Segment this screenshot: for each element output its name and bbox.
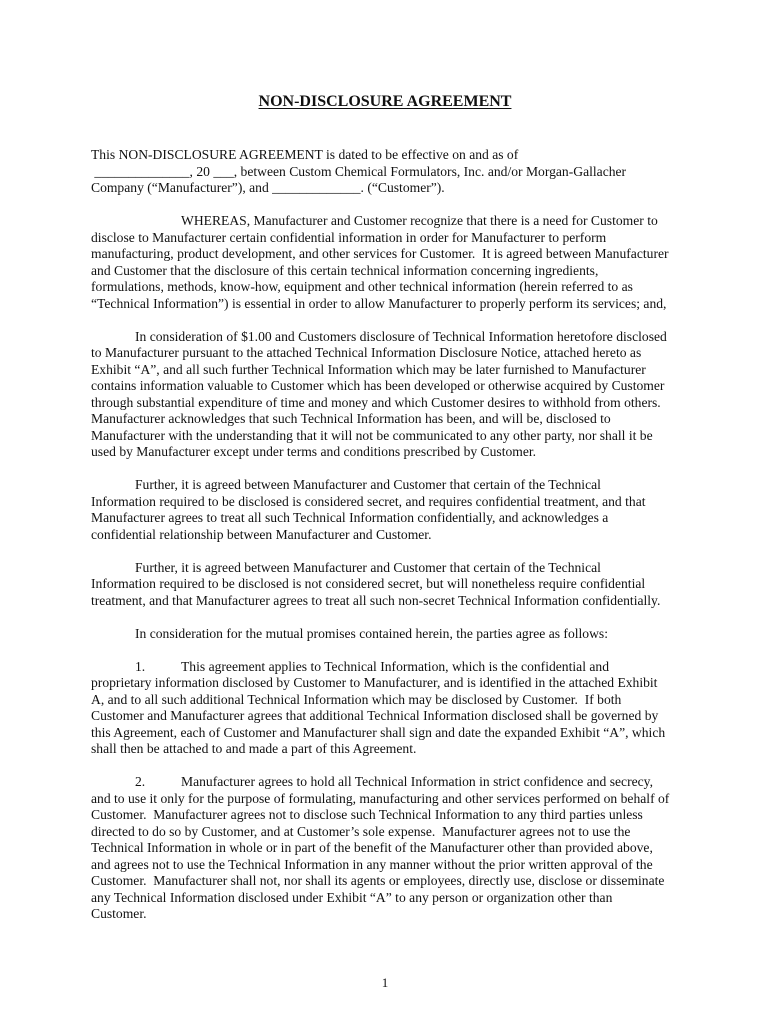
text-line: Information required to be disclosed is considered secret, and requires confidential treatment, and that [91, 493, 646, 509]
clause-text: This agreement applies to Technical Information, which is the confidential and [181, 658, 609, 674]
text-line: In consideration for the mutual promises contained herein, the parties agree as follows: [135, 625, 608, 641]
text-line: and agrees not to use the Technical Information in any manner without the prior written approval of the [91, 856, 653, 872]
text-line: disclose to Manufacturer certain confidential information in order for Manufacturer to perform [91, 229, 607, 245]
text-line: Exhibit “A”, and all such further Technical Information which may be later furnished to Manufacturer [91, 361, 646, 377]
consideration-paragraph [91, 329, 685, 461]
mutual-promises-paragraph [91, 626, 685, 643]
text-line: treatment, and that Manufacturer agrees to treat all such non-secret Technical Information confidentially. [91, 592, 661, 608]
text-line: Information required to be disclosed is not considered secret, but will nonetheless require confidential [91, 576, 646, 591]
text-line: Manufacturer acknowledges that such Technical Information has been, and will be, disclosed to [91, 411, 611, 426]
text-line: WHEREAS, Manufacturer and Customer recognize that there is a need for Customer to [181, 213, 658, 228]
text-line: Further, it is agreed between Manufacturer and Customer that certain of the Technical [135, 477, 601, 492]
text-line: confidential relationship between Manufacturer and Customer. [91, 526, 432, 542]
text-line: and Customer that the disclosure of this certain technical information concerning ingredients, [91, 262, 599, 278]
text-line: “Technical Information”) is essential in order to allow Manufacturer to properly perform its services; and, [91, 295, 667, 311]
clause-1 [91, 659, 685, 758]
text-line: to Manufacturer pursuant to the attached Technical Information Disclosure Notice, attached hereto as [91, 345, 642, 360]
further-nonsecret-paragraph [91, 560, 685, 610]
document-body [91, 147, 685, 939]
intro-paragraph [91, 147, 685, 197]
text-line: Customer. Manufacturer shall not, nor shall its agents or employees, directly use, disclose or disseminate [91, 873, 665, 888]
text-line: contains information valuable to Customer which has been developed or otherwise acquired by Customer [91, 378, 665, 393]
text-line: This NON-DISCLOSURE AGREEMENT is dated to be effective on and as of [91, 147, 519, 162]
text-line: Manufacturer with the understanding that it will not be communicated to any other party, nor shall it be [91, 427, 653, 443]
text-line: A, and to all such additional Technical Information which may be disclosed by Customer. If both [91, 691, 622, 707]
clause-number: 1. [135, 658, 146, 674]
text-line: and to use it only for the purpose of formulating, manufacturing and other services performed on behalf of [91, 790, 670, 806]
clause-number: 2. [135, 774, 146, 789]
further-secret-paragraph [91, 477, 685, 543]
text-line [91, 659, 685, 676]
text-line: Company (“Manufacturer”), and _____________. (“Customer”). [91, 180, 445, 195]
whereas-paragraph [91, 213, 685, 312]
text-line: Customer. [91, 906, 147, 921]
clause-2 [91, 774, 685, 923]
document-title: NON-DISCLOSURE AGREEMENT [258, 93, 512, 110]
text-line: through substantial expenditure of time and money and which Customer desires to withhold from others. [91, 394, 661, 410]
text-line: directed to do so by Customer, and at Customer’s sole expense. Manufacturer agrees not to use the [91, 823, 631, 839]
text-line: Customer and Manufacturer agrees that additional Technical Information disclosed shall be governed by [91, 708, 659, 723]
text-line: In consideration of $1.00 and Customers disclosure of Technical Information heretofore disclosed [135, 328, 667, 344]
text-line: ______________, 20 ___, between Custom Chemical Formulators, Inc. and/or Morgan-Gallacher [91, 163, 627, 179]
clause-text: Manufacturer agrees to hold all Technical Information in strict confidence and secrecy, [181, 774, 653, 789]
text-line: shall then be attached to and made a part of this Agreement. [91, 741, 417, 756]
text-line: Customer. Manufacturer agrees not to disclose such Technical Information to any third parties unless [91, 807, 643, 822]
text-line: any Technical Information disclosed under Exhibit “A” to any person or organization other than [91, 889, 613, 905]
text-line: Technical Information in whole or in part of the benefit of the Manufacturer other than provided above, [91, 840, 653, 855]
page-number: 1 [381, 975, 389, 990]
text-line: used by Manufacturer except under terms and conditions prescribed by Customer. [91, 444, 537, 459]
text-line: proprietary information disclosed by Customer to Manufacturer, and is identified in the attached Exhibit [91, 675, 658, 690]
text-line: manufacturing, product development, and other services for Customer. It is agreed between Manufacturer [91, 246, 669, 261]
text-line: Manufacturer agrees to treat all such Technical Information confidentially, and acknowledges a [91, 510, 609, 525]
text-line [91, 774, 685, 791]
text-line: Further, it is agreed between Manufacturer and Customer that certain of the Technical [135, 559, 601, 575]
text-line: this Agreement, each of Customer and Manufacturer shall sign and date the expanded Exhibit “A”, which [91, 724, 666, 740]
text-line: formulations, methods, know-how, equipment and other technical information (herein referred to as [91, 279, 633, 294]
